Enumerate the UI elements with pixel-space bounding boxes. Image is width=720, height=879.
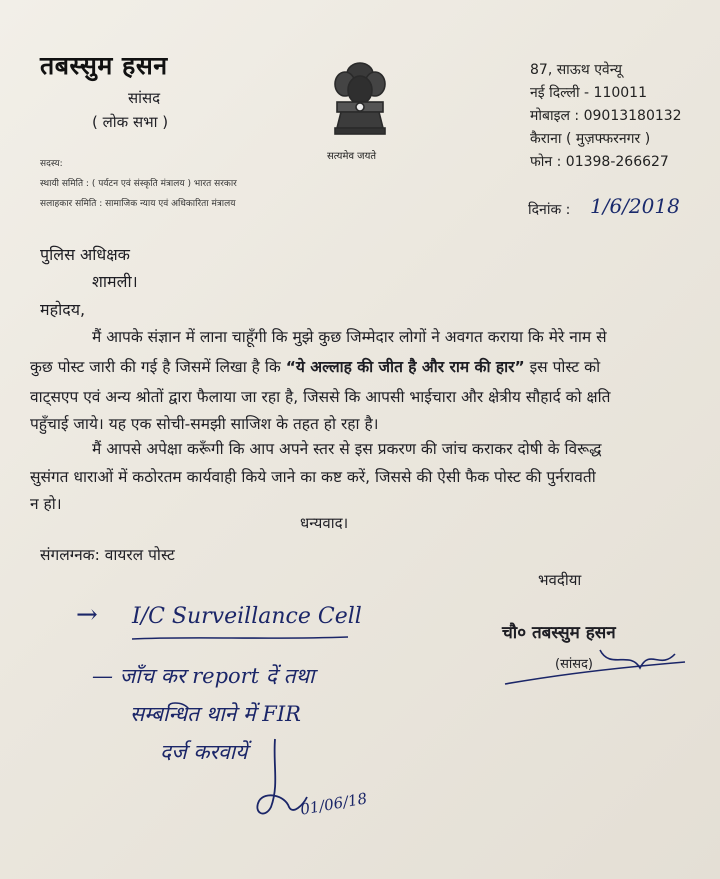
hand-line: — जाँच कर report दें तथा	[92, 664, 315, 688]
address-line: कैराना ( मुज़फ्फरनगर )	[530, 131, 651, 147]
hand-underline-icon	[130, 634, 350, 642]
body-text: कुछ पोस्ट जारी की गई है जिसमें लिखा है कि	[30, 358, 286, 376]
address-line: मोबाइल : 09013180132	[530, 108, 682, 124]
date-value: 1/6/2018	[590, 194, 680, 218]
hand-arrow: →	[76, 600, 98, 630]
signatory-role: (सांसद)	[555, 657, 593, 672]
enclosure-text: संगलग्नक: वायरल पोस्ट	[40, 546, 175, 564]
sender-house: ( लोक सभा )	[92, 113, 169, 131]
body-line: मैं आपसे अपेक्षा करूँगी कि आप अपने स्तर से इस प्रकरण की जांच कराकर दोषी के विरूद्ध	[92, 440, 602, 458]
address-line: 87, साऊथ एवेन्यू	[530, 62, 622, 78]
body-line: पहुँचाई जाये। यह एक सोची-समझी साजिश के तहत हो रहा है।	[30, 415, 379, 433]
thanks-text: धन्यवाद।	[300, 514, 349, 532]
salutation: महोदय,	[40, 300, 86, 319]
hand-line: सम्बन्धित थाने में FIR	[130, 702, 301, 726]
closing-yours: भवदीया	[538, 571, 582, 589]
hand-line: दर्ज करवायें	[160, 740, 248, 764]
recipient-place: शामली।	[92, 272, 138, 291]
body-line: वाट्सएप एवं अन्य श्रोतों द्वारा फैलाया जा रहा है, जिससे कि आपसी भाईचारा और क्षेत्रीय सौहार्द को क्षति	[30, 388, 611, 406]
recipient-title: पुलिस अधिक्षक	[40, 245, 130, 264]
address-line: नई दिल्ली - 110011	[530, 85, 647, 101]
body-line: सुसंगत धाराओं में कठोरतम कार्यवाही किये जाने का कष्ट करें, जिससे की ऐसी फैक पोस्ट की पुर्नरावती	[30, 468, 596, 486]
address-line: फोन : 01398-266627	[530, 154, 669, 170]
body-line	[30, 355, 600, 377]
signature-scribble-icon	[500, 640, 690, 690]
hand-line: I/C Surveillance Cell	[132, 604, 362, 629]
signatory-name: चौ० तबस्सुम हसन	[502, 623, 616, 643]
hand-date: 01/06/18	[298, 789, 369, 819]
quoted-post: “ये अल्लाह की जीत है और राम की हार”	[285, 358, 525, 376]
committee-heading: सदस्य:	[40, 159, 63, 169]
sender-role: सांसद	[128, 89, 161, 107]
body-line: मैं आपके संज्ञान में लाना चाहूँगी कि मुझे कुछ जिम्मेदार लोगों ने अवगत कराया कि मेरे नाम से	[92, 328, 607, 346]
committee-line: सलाहकार समिति : सामाजिक न्याय एवं अधिकारिता मंत्रालय	[40, 199, 236, 209]
committee-line: स्थायी समिति : ( पर्यटन एवं संस्कृति मंत्रालय ) भारत सरकार	[40, 179, 237, 189]
emblem-caption: सत्यमेव जयते	[327, 151, 377, 162]
date-label: दिनांक :	[528, 202, 571, 218]
body-text: इस पोस्ट को	[524, 358, 601, 376]
body-line: न हो।	[30, 495, 62, 513]
sender-name: तबस्सुम हसन	[40, 51, 168, 80]
